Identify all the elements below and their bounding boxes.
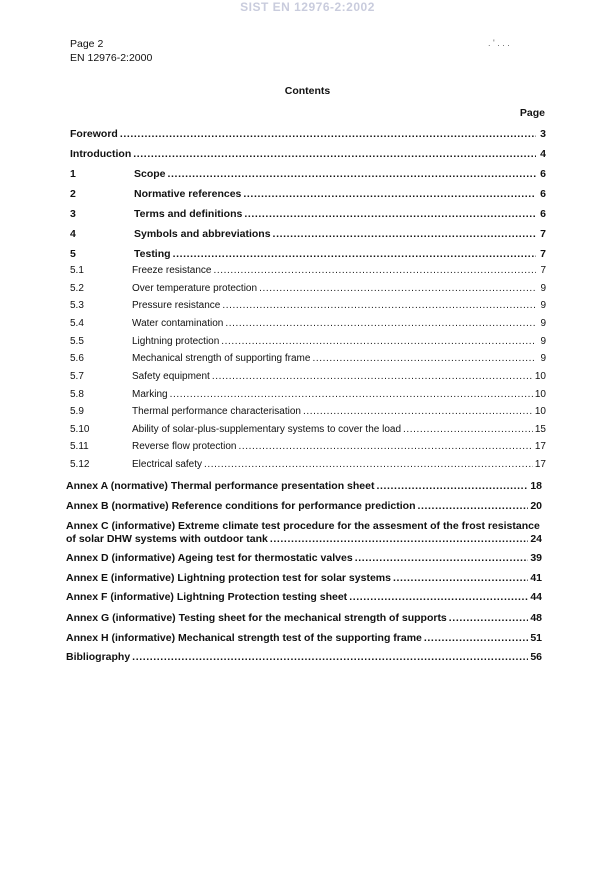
toc-entry-introduction[interactable] xyxy=(70,148,546,160)
toc-entry-5-5[interactable] xyxy=(70,336,546,347)
toc-number: 5.11 xyxy=(70,441,89,452)
toc-number: 1 xyxy=(70,168,76,180)
toc-number: 3 xyxy=(70,208,76,220)
toc-page: 3 xyxy=(540,128,546,140)
toc-page: 24 xyxy=(530,533,542,545)
toc-entry-scope[interactable] xyxy=(70,168,546,180)
toc-entry-annex-f[interactable] xyxy=(66,591,542,603)
toc-number: 5.1 xyxy=(70,265,84,276)
toc-page: 41 xyxy=(530,572,542,584)
toc-number: 4 xyxy=(70,228,76,240)
toc-number: 2 xyxy=(70,188,76,200)
dot-leader xyxy=(349,591,528,603)
toc-number: 5 xyxy=(70,248,76,260)
toc-entry-annex-e[interactable] xyxy=(66,572,542,584)
toc-page: 4 xyxy=(540,148,546,160)
document-id-header: EN 12976-2:2000 xyxy=(70,52,153,64)
toc-label: Mechanical strength of supporting frame xyxy=(132,353,311,364)
toc-page: 20 xyxy=(530,500,542,512)
toc-entry-testing[interactable] xyxy=(70,248,546,260)
dot-leader xyxy=(133,148,536,160)
dot-leader xyxy=(259,283,536,294)
toc-entry-5-4[interactable] xyxy=(70,318,546,329)
toc-entry-5-12[interactable] xyxy=(70,459,546,470)
toc-label: Annex E (informative) Lightning protection test for solar systems xyxy=(66,572,391,584)
toc-page: 18 xyxy=(530,480,542,492)
dot-leader xyxy=(355,552,529,564)
toc-entry-terms-and-definitions[interactable] xyxy=(70,208,546,220)
contents-title: Contents xyxy=(284,85,331,97)
toc-label: Scope xyxy=(134,168,166,180)
watermark: SIST EN 12976-2:2002 xyxy=(240,0,375,14)
toc-entry-annex-h[interactable] xyxy=(66,632,542,644)
toc-label: Freeze resistance xyxy=(132,265,212,276)
toc-entry-5-3[interactable] xyxy=(70,300,546,311)
toc-entry-annex-d[interactable] xyxy=(66,552,542,564)
toc-label: Water contamination xyxy=(132,318,224,329)
toc-label: Electrical safety xyxy=(132,459,203,470)
toc-page: 9 xyxy=(540,353,546,364)
toc-entry-annex-b[interactable] xyxy=(66,500,542,512)
toc-number: 5.10 xyxy=(70,424,90,435)
toc-entry-5-1[interactable] xyxy=(70,265,546,276)
toc-label: Annex B (normative) Reference conditions for performance prediction xyxy=(66,500,416,512)
dot-leader xyxy=(393,572,528,584)
toc-page: 9 xyxy=(540,283,546,294)
toc-entry-5-11[interactable] xyxy=(70,441,546,452)
toc-entry-5-9[interactable] xyxy=(70,406,546,417)
dot-leader xyxy=(273,228,536,240)
toc-page: 9 xyxy=(540,300,546,311)
dot-leader xyxy=(239,441,533,452)
toc-entry-foreword[interactable] xyxy=(70,128,546,140)
toc-page: 6 xyxy=(540,168,546,180)
toc-page: 51 xyxy=(530,632,542,644)
toc-page: 6 xyxy=(540,208,546,220)
toc-entry-5-2[interactable] xyxy=(70,283,546,294)
toc-page: 6 xyxy=(540,188,546,200)
dot-leader xyxy=(449,612,529,624)
dot-leader xyxy=(225,318,536,329)
page-column-heading: Page xyxy=(519,107,545,119)
toc-number: 5.6 xyxy=(70,353,84,364)
toc-entry-bibliography[interactable] xyxy=(66,651,542,663)
toc-label: Bibliography xyxy=(66,651,131,663)
toc-number: 5.12 xyxy=(70,459,90,470)
dot-leader xyxy=(403,424,533,435)
toc-page: 17 xyxy=(534,459,546,470)
toc-label: Annex F (informative) Lightning Protection testing sheet xyxy=(66,591,348,603)
toc-page: 48 xyxy=(530,612,542,624)
toc-entry-5-10[interactable] xyxy=(70,424,546,435)
dot-leader xyxy=(213,265,536,276)
toc-number: 5.8 xyxy=(70,389,84,400)
toc-page: 15 xyxy=(534,424,546,435)
toc-entry-annex-c-line1[interactable]: Annex C (informative) Extreme climate test procedure for the assesment of the frost resistance xyxy=(66,520,540,532)
dot-leader xyxy=(243,188,536,200)
toc-label: Symbols and abbreviations xyxy=(134,228,271,240)
toc-entry-annex-c[interactable] xyxy=(66,533,542,545)
toc-number: 5.2 xyxy=(70,283,84,294)
dot-leader xyxy=(132,651,528,663)
toc-number: 5.7 xyxy=(70,371,84,382)
toc-label: Annex G (informative) Testing sheet for the mechanical strength of supports xyxy=(66,612,447,624)
dot-leader xyxy=(204,459,533,470)
toc-entry-5-7[interactable] xyxy=(70,371,546,382)
dot-leader xyxy=(424,632,528,644)
toc-label: Annex A (normative) Thermal performance presentation sheet xyxy=(66,480,375,492)
toc-label: Marking xyxy=(132,389,168,400)
scan-specks: . ' . . . xyxy=(488,38,510,48)
toc-entry-5-8[interactable] xyxy=(70,389,546,400)
toc-label: Foreword xyxy=(70,128,118,140)
toc-label: Ability of solar-plus-supplementary systems to cover the load xyxy=(132,424,402,435)
toc-label: Introduction xyxy=(70,148,132,160)
toc-label: of solar DHW systems with outdoor tank xyxy=(66,533,268,545)
dot-leader xyxy=(212,371,533,382)
toc-label: Pressure resistance xyxy=(132,300,221,311)
toc-entry-annex-a[interactable] xyxy=(66,480,542,492)
toc-page: 17 xyxy=(534,441,546,452)
toc-number: 5.9 xyxy=(70,406,84,417)
toc-page: 9 xyxy=(540,336,546,347)
dot-leader xyxy=(303,406,533,417)
toc-page: 10 xyxy=(534,389,546,400)
toc-page: 44 xyxy=(530,591,542,603)
toc-number: 5.3 xyxy=(70,300,84,311)
toc-page: 39 xyxy=(530,552,542,564)
toc-label: Normative references xyxy=(134,188,242,200)
toc-entry-annex-g[interactable] xyxy=(66,612,542,624)
toc-page: 10 xyxy=(534,371,546,382)
toc-entry-symbols[interactable] xyxy=(70,228,546,240)
toc-page: 10 xyxy=(534,406,546,417)
toc-label: Safety equipment xyxy=(132,371,210,382)
toc-page: 56 xyxy=(530,651,542,663)
toc-page: 7 xyxy=(540,228,546,240)
dot-leader xyxy=(376,480,528,492)
dot-leader xyxy=(244,208,536,220)
toc-label: Annex D (informative) Ageing test for thermostatic valves xyxy=(66,552,353,564)
dot-leader xyxy=(221,336,536,347)
dot-leader xyxy=(170,389,533,400)
dot-leader xyxy=(173,248,536,260)
dot-leader xyxy=(417,500,528,512)
toc-number: 5.4 xyxy=(70,318,84,329)
toc-page: 7 xyxy=(540,265,546,276)
toc-number: 5.5 xyxy=(70,336,84,347)
toc-label: Annex H (informative) Mechanical strength test of the supporting frame xyxy=(66,632,422,644)
toc-label: Testing xyxy=(134,248,171,260)
page-number-header: Page 2 xyxy=(70,38,104,50)
toc-entry-normative-references[interactable] xyxy=(70,188,546,200)
toc-label: Lightning protection xyxy=(132,336,220,347)
toc-page: 7 xyxy=(540,248,546,260)
toc-label: Reverse flow protection xyxy=(132,441,237,452)
toc-label: Thermal performance characterisation xyxy=(132,406,301,417)
toc-entry-5-6[interactable] xyxy=(70,353,546,364)
dot-leader xyxy=(168,168,536,180)
dot-leader xyxy=(270,533,528,545)
dot-leader xyxy=(222,300,536,311)
toc-label: Terms and definitions xyxy=(134,208,243,220)
dot-leader xyxy=(312,353,536,364)
toc-label: Over temperature protection xyxy=(132,283,258,294)
dot-leader xyxy=(120,128,536,140)
toc-page: 9 xyxy=(540,318,546,329)
